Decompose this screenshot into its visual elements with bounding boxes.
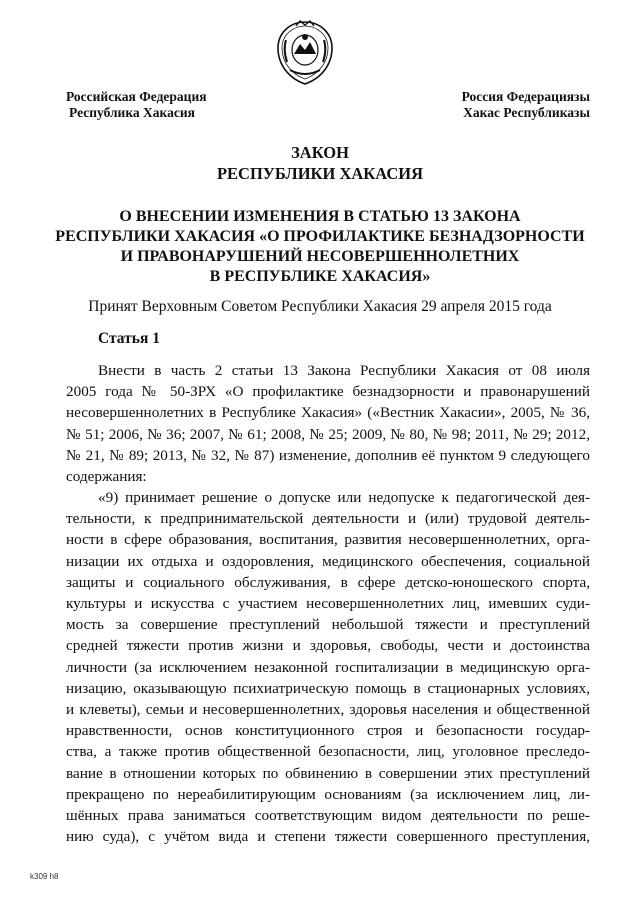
text-line: несовершеннолетних в Республике Хакасия» («Вестник Хакасии», 2005, № 36, [66, 404, 590, 422]
header-left [66, 89, 207, 121]
text-line: низации их отдыха и оздоровления, медицинского обеспечения, социальной [66, 552, 590, 570]
header-right-line: Россия Федерациязы [461, 89, 590, 104]
subject-line: РЕСПУБЛИКИ ХАКАСИЯ «О ПРОФИЛАКТИКЕ БЕЗНАДЗОРНОСТИ [55, 228, 585, 245]
adoption-note: Принят Верховным Советом Республики Хакасия 29 апреля 2015 года [88, 298, 552, 315]
article-heading: Статья 1 [98, 330, 160, 347]
subject-line: О ВНЕСЕНИИ ИЗМЕНЕНИЯ В СТАТЬЮ 13 ЗАКОНА [119, 208, 521, 225]
document-code: k309 h8 [30, 872, 59, 881]
text-line: вание в отношении которых по обвинению в совершении этих преступлений [66, 764, 590, 782]
header-left-line: Республика Хакасия [69, 105, 195, 120]
header-right-line: Хакас Республиказы [463, 105, 590, 120]
paragraph-2 [66, 487, 590, 847]
text-line: ства, а также против общественной безопасности, лиц, уголовное преследо- [66, 743, 590, 761]
subject-line: В РЕСПУБЛИКЕ ХАКАСИЯ» [209, 268, 431, 285]
text-line: ности в сфере образования, воспитания, развития несовершеннолетних, орга- [66, 531, 590, 549]
text-line: «9) принимает решение о допуске или недопуске к педагогической дея- [98, 489, 590, 506]
law-title-region: РЕСПУБЛИКИ ХАКАСИЯ [216, 164, 424, 183]
text-line: мость за совершение преступлений небольшой тяжести и преступлений [66, 616, 590, 634]
text-line: защиты и социального обслуживания, в сфере детско-юношеского спорта, [66, 573, 590, 591]
text-line: и клеветы), семьи и несовершеннолетних, здоровья населения и общественной [66, 701, 590, 719]
text-line: № 51; 2006, № 36; 2007, № 61; 2008, № 25; 2009, № 80, № 98; 2011, № 29; 2012, [66, 425, 590, 443]
text-line: шённых права заниматься соответствующим видом деятельности по реше- [66, 807, 590, 825]
text-line: культуры и искусства с участием несовершеннолетних лиц, имевших суди- [66, 595, 590, 613]
header-right [438, 89, 590, 121]
subject-line: И ПРАВОНАРУШЕНИЙ НЕСОВЕРШЕННОЛЕТНИХ [120, 248, 520, 265]
text-line: низацию, оказывающую психиатрическую помощь в стационарных условиях, [66, 679, 590, 697]
text-line: прекращено по нереабилитирующим основаниям (за исключением лиц, ли- [66, 785, 590, 803]
law-title: ЗАКОН [291, 143, 349, 162]
text-line: личности (за исключением незаконной госпитализации в медицинскую орга- [66, 658, 590, 676]
text-line: содержания: [66, 468, 147, 486]
text-line: 2005 года № 50-ЗРХ «О профилактике безнадзорности и правонарушений [66, 383, 590, 401]
text-line: Внести в часть 2 статьи 13 Закона Республики Хакасия от 08 июля [98, 362, 590, 379]
text-line: № 21, № 89; 2013, № 32, № 87) изменение, дополнив её пунктом 9 следующего [66, 446, 590, 464]
coat-of-arms-emblem [274, 20, 336, 86]
paragraph-1 [66, 360, 590, 487]
text-line: средней тяжести против жизни и здоровья, свободы, чести и достоинства [66, 637, 590, 655]
law-subject [0, 207, 640, 287]
text-line: тельности, к предпринимательской деятельности и (или) трудовой деятель- [66, 510, 590, 528]
text-line: нию суда), с учётом вида и степени тяжести совершенного преступления, [66, 828, 590, 846]
text-line: нравственности, основ конституционного строя и безопасности государ- [66, 722, 590, 740]
header-left-line: Российская Федерация [66, 89, 207, 104]
